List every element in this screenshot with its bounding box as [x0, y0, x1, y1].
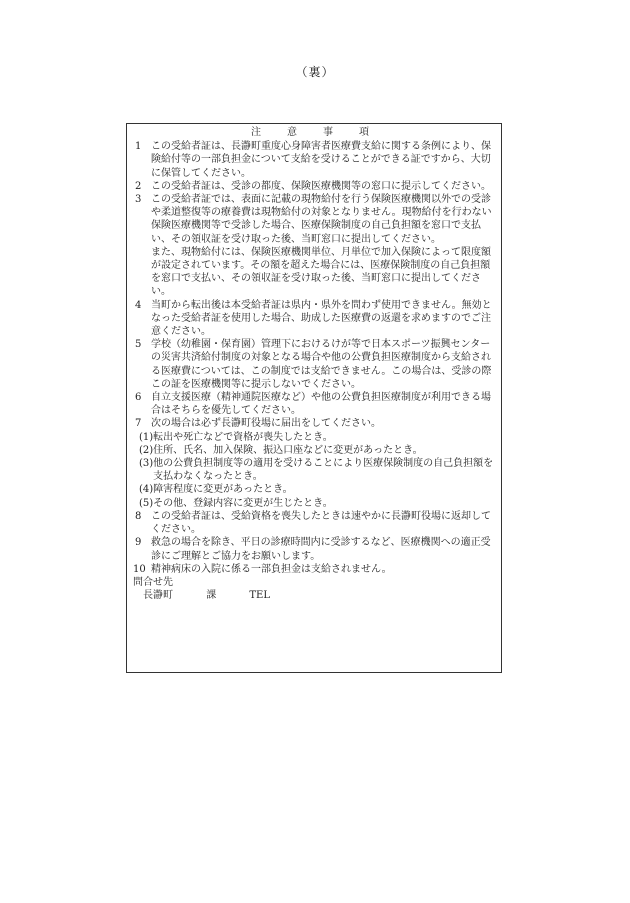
- item-text: この受給者証では、表面に記載の現物給付を行う保険医療機関以外での受診や柔道整復等の療養費は現物給付の対象となりません。現物給付を行わない保険医療機関等で受診した場合、医療保険制度の自己負担額を窓口で支払い、その領収証を受け取った後、当町窓口に提出してください。: [151, 194, 492, 245]
- contact-line: [133, 589, 495, 602]
- subitem-text: 障害程度に変更があったとき。: [153, 484, 293, 496]
- notice-item-4: [133, 299, 495, 339]
- notice-item-7: [133, 417, 495, 430]
- notice-box: [126, 123, 502, 673]
- item-number: 8: [135, 510, 142, 522]
- notice-item-1: [133, 140, 495, 180]
- notice-subitem-5: [133, 497, 495, 510]
- page-label: （裏）: [295, 65, 335, 79]
- item-text: この受給者証は、受給資格を喪失したときは速やかに長瀞町役場に返却してください。: [151, 510, 491, 536]
- item-text: 自立支援医療（精神通院医療など）や他の公費負担医療制度が利用できる場合はそちらを優先してください。: [151, 392, 491, 417]
- item-number: 5: [135, 339, 142, 351]
- contact-town: 長瀞町: [143, 590, 173, 602]
- contact-tel: TEL: [249, 590, 270, 602]
- notice-item-2: [133, 180, 495, 193]
- item-number: 6: [135, 392, 142, 404]
- item-number: 4: [135, 299, 142, 311]
- contact-label: 問合せ先: [133, 576, 173, 588]
- item-text: 精神病床の入院に係る一部負担金は支給されません。: [151, 563, 392, 575]
- notice-item-6: [133, 391, 495, 417]
- contact-dept: 課: [206, 590, 217, 602]
- subitem-number: (3): [139, 458, 154, 470]
- notice-subitem-1: [133, 431, 495, 444]
- notice-item-8: [133, 510, 495, 536]
- item-text: 当町から転出後は本受給者証は県内・県外を問わず使用できません。無効となった受給者証を使用した場合、助成した医療費の返還を求めますのでご注意ください。: [151, 299, 492, 338]
- notice-subitem-4: [133, 483, 495, 496]
- notice-item-10: [133, 563, 495, 576]
- notice-item-3-continued: また、現物給付には、保険医療機関単位、月単位で加入保険によって限度額が設定されています。その額を超えた場合には、医療保険制度の自己負担額を窓口で支払い、その領収証を受け取った後、当町窓口に提出してください。: [151, 246, 491, 298]
- notice-subitem-2: [133, 444, 495, 457]
- item-text: 救急の場合を除き、平日の診療時間内に受診するなど、医療機関への適正受診にご理解とご協力をお願いします。: [151, 537, 491, 562]
- notice-item-3: [133, 193, 495, 246]
- item-number: 10: [133, 563, 146, 575]
- item-number: 9: [135, 537, 142, 549]
- notice-subitem-3: [133, 457, 495, 483]
- subitem-text: 他の公費負担制度等の適用を受けることにより医療保険制度の自己負担額を支払わなくなったとき。: [153, 458, 494, 483]
- subitem-number: (1): [139, 431, 154, 443]
- item-text: この受給者証は、長瀞町重度心身障害者医療費支給に関する条例により、保険給付等の一部負担金について支給を受けることができる証ですから、大切に保管してください。: [151, 141, 491, 179]
- subitem-number: (4): [139, 484, 154, 496]
- notice-title: 注 意 事 項: [251, 127, 377, 138]
- item-text: この受給者証は、受診の都度、保険医療機関等の窓口に提示してください。: [151, 180, 491, 192]
- notice-item-9: [133, 536, 495, 562]
- subitem-text: その他、登録内容に変更が生じたとき。: [153, 497, 333, 509]
- subitem-number: (5): [139, 497, 154, 509]
- notice-item-5: [133, 338, 495, 391]
- item-text: 学校（幼稚園・保育園）管理下におけるけが等で日本スポーツ振興センターの災害共済給付制度の対象となる場合や他の公費負担医療制度から支給される医療費については、この制度では支給できません。この場合は、受診の際この証を医療機関等に提示しないでください。: [151, 339, 492, 390]
- subitem-number: (2): [139, 444, 154, 456]
- subitem-text: 転出や死亡などで資格が喪失したとき。: [153, 431, 333, 443]
- item-text: 次の場合は必ず長瀞町役場に届出をしてください。: [151, 418, 381, 430]
- item-number: 7: [135, 418, 142, 430]
- item-number: 2: [135, 180, 142, 192]
- item-number: 3: [135, 194, 142, 206]
- item-number: 1: [135, 141, 142, 153]
- subitem-text: 住所、氏名、加入保険、振込口座などに変更があったとき。: [153, 444, 423, 456]
